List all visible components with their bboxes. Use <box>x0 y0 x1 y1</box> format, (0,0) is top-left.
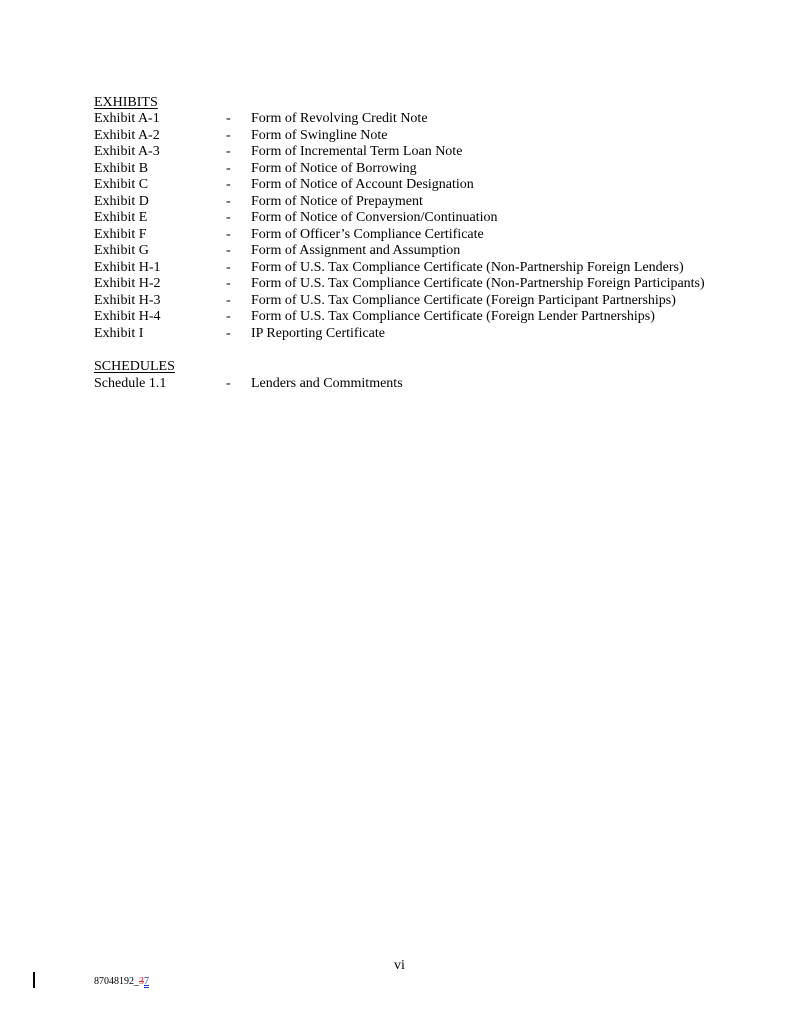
exhibit-dash: - <box>226 276 231 291</box>
exhibit-dash: - <box>226 127 231 143</box>
document-id-inserted-revision: 7 <box>144 976 149 987</box>
exhibit-dash: - <box>226 177 231 192</box>
exhibit-label: Exhibit H-1 <box>94 259 161 275</box>
exhibit-label: Exhibit A-2 <box>94 127 160 143</box>
exhibit-dash: - <box>226 144 231 159</box>
exhibit-label: Exhibit H-4 <box>94 309 161 324</box>
page-number: vi <box>394 958 405 973</box>
exhibit-label: Exhibit C <box>94 177 149 192</box>
schedules-heading: SCHEDULES <box>94 359 175 374</box>
exhibit-description: Form of Notice of Account Designation <box>251 177 474 192</box>
exhibit-dash: - <box>226 226 231 242</box>
change-bar <box>33 972 35 988</box>
exhibit-dash: - <box>226 193 231 209</box>
schedule-dash: - <box>226 376 231 391</box>
exhibit-description: IP Reporting Certificate <box>251 325 385 341</box>
exhibit-dash: - <box>226 210 231 225</box>
document-id-base: 87048192_ <box>94 976 139 987</box>
exhibit-description: Form of Notice of Conversion/Continuation <box>251 210 498 225</box>
exhibit-dash: - <box>226 259 231 275</box>
exhibit-label: Exhibit I <box>94 325 144 341</box>
exhibit-dash: - <box>226 160 231 176</box>
exhibit-dash: - <box>226 243 231 258</box>
exhibit-description: Form of Notice of Borrowing <box>251 160 417 176</box>
exhibit-label: Exhibit A-1 <box>94 111 160 126</box>
schedule-label: Schedule 1.1 <box>94 376 167 391</box>
exhibit-description: Form of Revolving Credit Note <box>251 111 428 126</box>
exhibit-description: Form of U.S. Tax Compliance Certificate (Non-Partnership Foreign Participants) <box>251 276 705 291</box>
exhibit-label: Exhibit F <box>94 226 147 242</box>
exhibit-label: Exhibit A-3 <box>94 144 160 159</box>
exhibits-heading: EXHIBITS <box>94 95 158 110</box>
exhibit-description: Form of U.S. Tax Compliance Certificate (Foreign Participant Partnerships) <box>251 292 676 308</box>
exhibit-label: Exhibit B <box>94 160 149 176</box>
exhibit-label: Exhibit H-3 <box>94 292 161 308</box>
exhibit-label: Exhibit D <box>94 193 149 209</box>
exhibit-description: Form of U.S. Tax Compliance Certificate (Foreign Lender Partnerships) <box>251 309 655 324</box>
exhibit-description: Form of Officer’s Compliance Certificate <box>251 226 484 242</box>
exhibit-description: Form of U.S. Tax Compliance Certificate (Non-Partnership Foreign Lenders) <box>251 259 684 275</box>
document-id <box>94 976 149 988</box>
exhibit-description: Form of Swingline Note <box>251 127 388 143</box>
exhibit-dash: - <box>226 325 231 341</box>
exhibit-description: Form of Assignment and Assumption <box>251 243 461 258</box>
exhibit-dash: - <box>226 292 231 308</box>
exhibit-label: Exhibit H-2 <box>94 276 161 291</box>
exhibit-dash: - <box>226 309 231 324</box>
exhibit-description: Form of Notice of Prepayment <box>251 193 423 209</box>
exhibit-label: Exhibit E <box>94 210 148 225</box>
schedule-description: Lenders and Commitments <box>251 376 403 391</box>
exhibit-description: Form of Incremental Term Loan Note <box>251 144 463 159</box>
exhibit-label: Exhibit G <box>94 243 149 258</box>
document-id-deleted-revision: 3 <box>139 976 144 987</box>
exhibit-dash: - <box>226 111 231 126</box>
